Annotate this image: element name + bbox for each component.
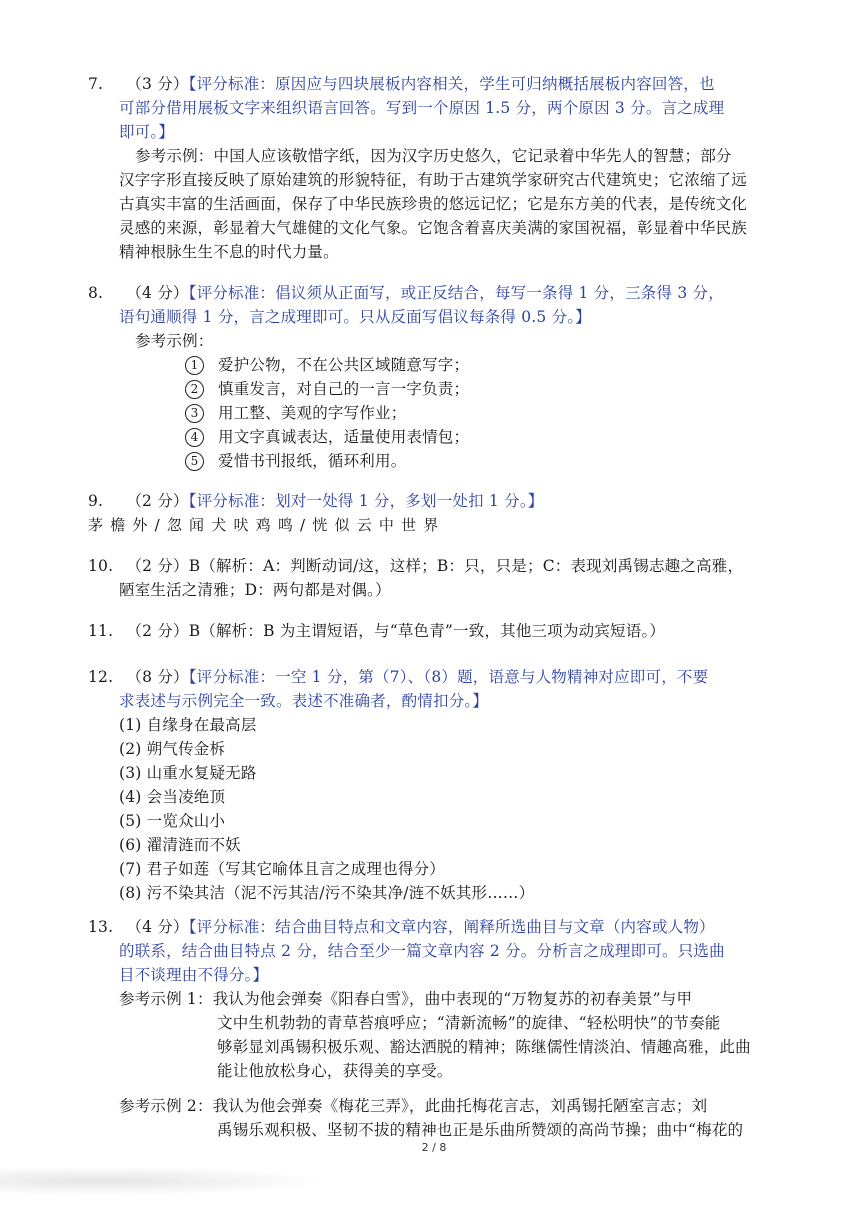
circled-number-4: 4 — [185, 428, 204, 447]
q7-example-4: 灵感的来源，彰显着大气雄健的文化气象。它饱含着喜庆美满的家国祝福，彰显着中华民族 — [119, 219, 748, 237]
q7-standard-3: 即可。】 — [119, 123, 175, 141]
q13-example1-2: 文中生机勃勃的青草苔痕呼应；“清新流畅”的旋律、“轻松明快”的节奏能 — [217, 1014, 721, 1032]
q7-standard-1: 【评分标准：原因应与四块展板内容相关，学生可归纳概括展板内容回答，也 — [188, 75, 715, 93]
q7-example-5: 精神根脉生生不息的时代力量。 — [119, 243, 339, 261]
q7-standard-2: 可部分借用展板文字来组织语言回答。写到一个原因 1.5 分，两个原因 3 分。言之成理 — [119, 99, 725, 117]
q12-line-1 — [88, 666, 708, 688]
q8-item-2 — [185, 378, 469, 400]
q13-example2-1: 参考示例 2：我认为他会弹奏《梅花三弄》，此曲托梅花言志，刘禹锡托陋室言志；刘 — [119, 1097, 708, 1115]
q9-standard: 【评分标准：划对一处得 1 分，多划一处扣 1 分。】 — [188, 492, 544, 510]
q12-item-6: (6) 濯清涟而不妖 — [119, 836, 241, 854]
circled-number-1: 1 — [185, 356, 204, 375]
q8-item-1 — [185, 354, 469, 376]
q8-standard-2: 语句通顺得 1 分，言之成理即可。只从反面写倡议每条得 0.5 分。】 — [119, 308, 591, 326]
circled-number-3: 3 — [185, 404, 204, 423]
q10-line-1 — [88, 555, 743, 577]
q7-example-2: 汉字字形直接反映了原始建筑的形貌特征，有助于古建筑学家研究古代建筑史；它浓缩了远 — [119, 171, 748, 189]
q13-score: （4 分） — [126, 918, 189, 936]
q7-score: （3 分） — [126, 75, 189, 93]
q13-example2-2: 禹锡乐观积极、坚韧不拔的精神也正是乐曲所赞颂的高尚节操；曲中“梅花的 — [217, 1121, 744, 1139]
q13-standard-1: 【评分标准：结合曲目特点和文章内容，阐释所选曲目与文章（内容或人物） — [188, 918, 715, 936]
circled-number-2: 2 — [185, 380, 204, 399]
page-number: 2 / 8 — [421, 1141, 447, 1154]
q12-item-2: (2) 朔气传金柝 — [119, 740, 226, 758]
q12-score: （8 分） — [126, 668, 189, 686]
q7-number: 7. — [88, 75, 104, 93]
q8-example-label: 参考示例： — [135, 332, 214, 350]
q9-number: 9. — [88, 492, 104, 510]
q9-answer: 茅檐外/忽闻犬吠鸡鸣/恍似云中世界 — [88, 516, 446, 534]
q8-line-1 — [88, 282, 724, 304]
q10-text-1: （2 分）B（解析：A：判断动词/这，这样；B：只，只是；C：表现刘禹锡志趣之高雅， — [126, 557, 744, 575]
q8-item-2-text: 慎重发言，对自己的一言一字负责； — [218, 380, 470, 398]
q7-example-3: 古真实丰富的生活画面，保存了中华民族珍贵的悠远记忆；它是东方美的代表，是传统文化 — [119, 195, 748, 213]
q12-item-1: (1) 自缘身在最高层 — [119, 716, 257, 734]
q7-example-1: 参考示例：中国人应该敬惜字纸，因为汉字历史悠久，它记录着中华先人的智慧；部分 — [135, 147, 732, 165]
q8-item-5 — [185, 450, 406, 472]
q8-item-3-text: 用工整、美观的字写作业； — [218, 404, 407, 422]
circled-number-5: 5 — [185, 452, 204, 471]
q13-number: 13. — [88, 918, 114, 936]
q10-number: 10. — [88, 557, 114, 575]
q11-text: （2 分）B（解析：B 为主谓短语，与“草色青”一致，其他三项为动宾短语。） — [126, 622, 666, 640]
q9-score: （2 分） — [126, 492, 189, 510]
q8-item-1-text: 爱护公物，不在公共区域随意写字； — [218, 356, 470, 374]
q13-line-1 — [88, 916, 715, 938]
q12-item-3: (3) 山重水复疑无路 — [119, 764, 257, 782]
q12-item-5: (5) 一览众山小 — [119, 812, 226, 830]
q8-number: 8. — [88, 284, 104, 302]
q13-standard-2: 的联系，结合曲目特点 2 分，结合至少一篇文章内容 2 分。分析言之成理即可。只选曲 — [119, 942, 725, 960]
q8-item-5-text: 爱惜书刊报纸，循环利用。 — [218, 452, 407, 470]
q11-number: 11. — [88, 622, 114, 640]
q12-standard-1: 【评分标准：一空 1 分，第（7）、（8）题，语意与人物精神对应即可，不要 — [188, 668, 709, 686]
q8-score: （4 分） — [126, 284, 189, 302]
q7-line-1 — [88, 73, 715, 95]
q8-standard-1: 【评分标准：倡议须从正面写，或正反结合，每写一条得 1 分，三条得 3 分， — [188, 284, 724, 302]
q12-item-8: (8) 污不染其洁（泥不污其洁/污不染其净/涟不妖其形……） — [119, 884, 535, 902]
scan-shadow — [0, 1166, 330, 1196]
q10-text-2: 陋室生活之清雅；D：两句都是对偶。） — [119, 581, 391, 599]
q8-item-4 — [185, 426, 469, 448]
q13-example1-3: 够彰显刘禹锡积极乐观、豁达洒脱的精神；陈继儒性情淡泊、情趣高雅，此曲 — [217, 1038, 751, 1056]
q13-example1-1: 参考示例 1：我认为他会弹奏《阳春白雪》，曲中表现的“万物复苏的初春美景”与甲 — [119, 990, 693, 1008]
q11-line-1 — [88, 620, 665, 642]
q12-item-7: (7) 君子如莲（写其它喻体且言之成理也得分） — [119, 860, 445, 878]
q12-number: 12. — [88, 668, 114, 686]
q13-standard-3: 目不谈理由不得分。】 — [119, 966, 269, 984]
q12-standard-2: 求表述与示例完全一致。表述不准确者，酌情扣分。】 — [119, 692, 489, 710]
q8-item-4-text: 用文字真诚表达，适量使用表情包； — [218, 428, 470, 446]
q8-item-3 — [185, 402, 406, 424]
q9-line-1 — [88, 490, 543, 512]
q13-example1-4: 能让他放松身心，获得美的享受。 — [217, 1062, 453, 1080]
q12-item-4: (4) 会当凌绝顶 — [119, 788, 226, 806]
